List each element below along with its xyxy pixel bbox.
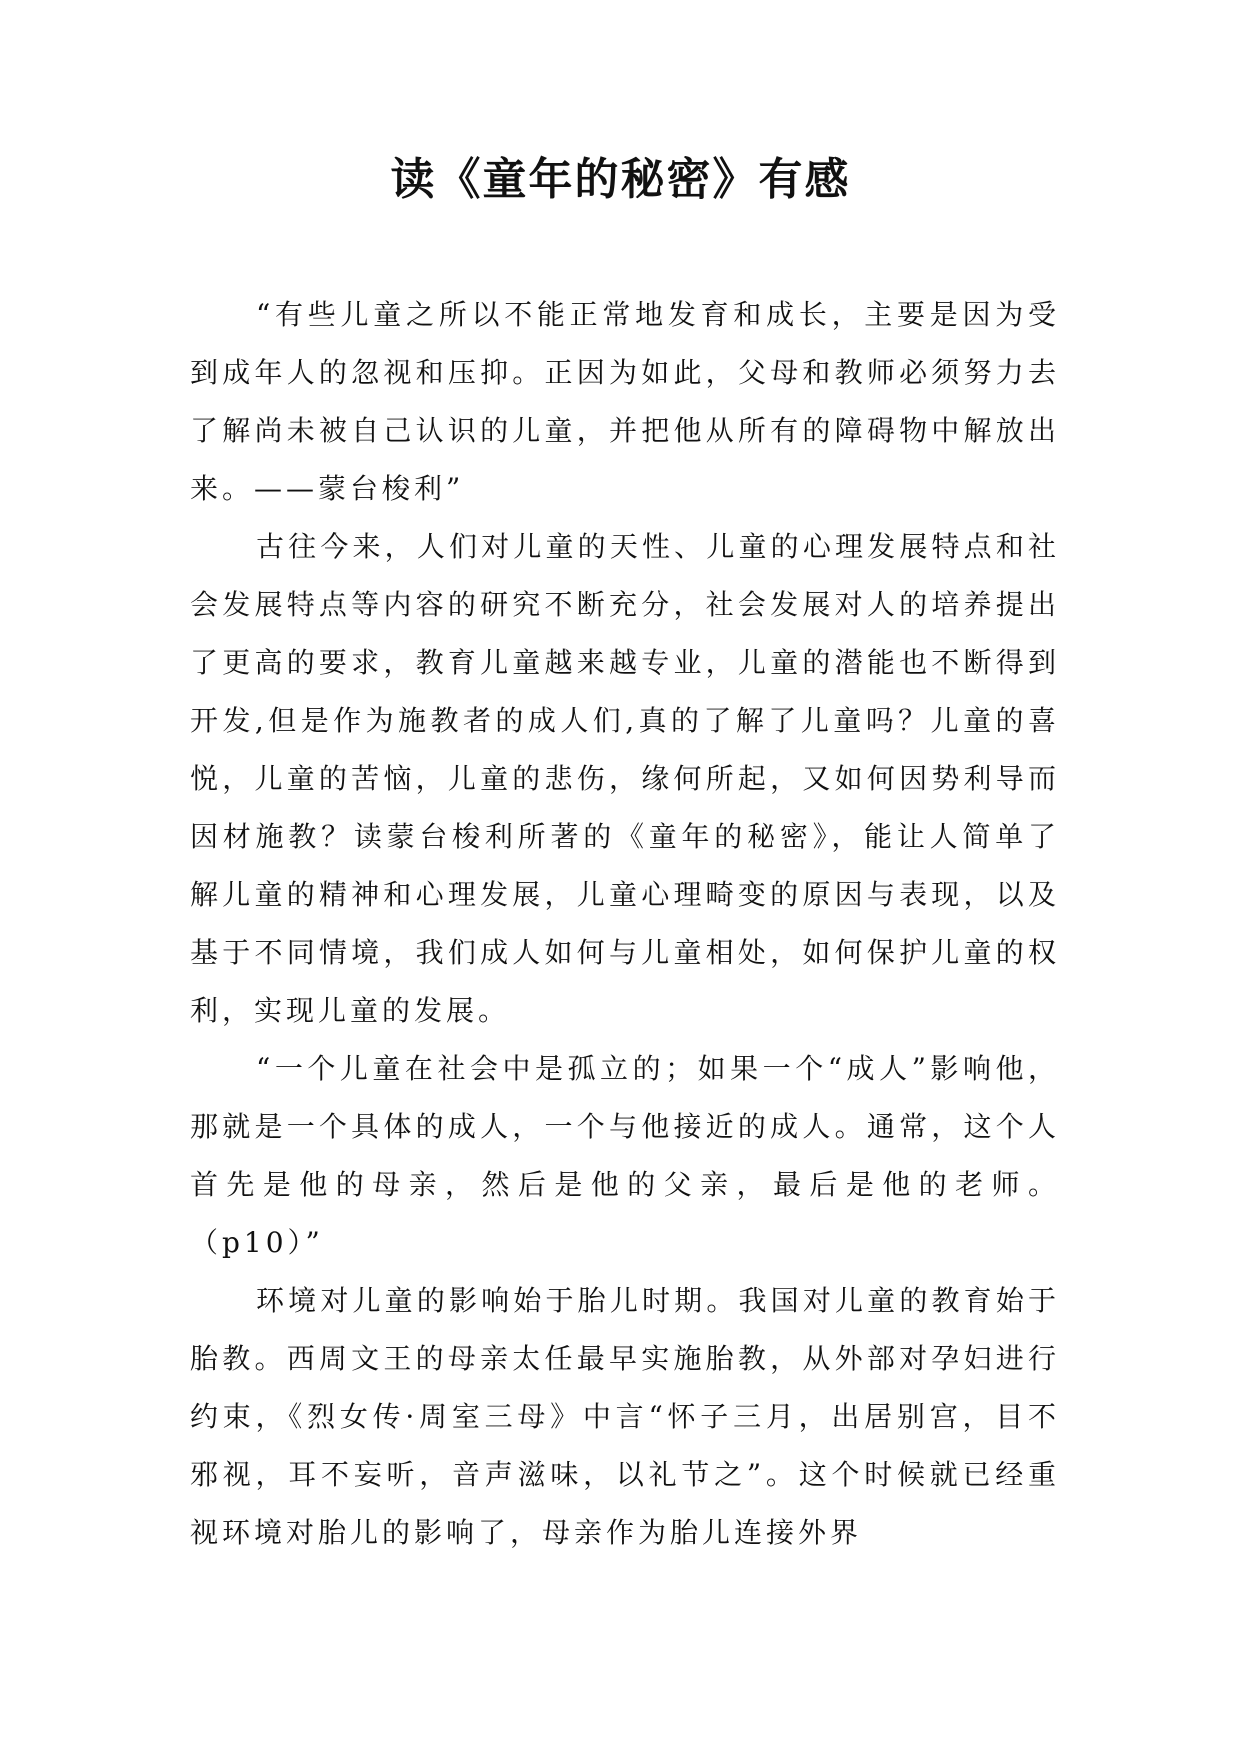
paragraph-intro: 古往今来，人们对儿童的天性、儿童的心理发展特点和社会发展特点等内容的研究不断充分，社会发展对人的培养提出了更高的要求，教育儿童越来越专业，儿童的潜能也不断得到开发,但是作为施教者的成人们,真的了解了儿童吗？儿童的喜悦，儿童的苦恼，儿童的悲伤，缘何所起，又如何因势利导而因材施教？读蒙台梭利所著的《童年的秘密》，能让人简单了解儿童的精神和心理发展，儿童心理畸变的原因与表现，以及基于不同情境，我们成人如何与儿童相处，如何保护儿童的权利，实现儿童的发展。 — [190, 530, 1060, 1027]
paragraph-quote-1: “有些儿童之所以不能正常地发育和成长，主要是因为受到成年人的忽视和压抑。正因为如此，父母和教师必须努力去了解尚未被自己认识的儿童，并把他从所有的障碍物中解放出来。——蒙台梭利” — [190, 298, 1060, 505]
article-body — [190, 286, 1060, 1562]
paragraph-environment: 环境对儿童的影响始于胎儿时期。我国对儿童的教育始于胎教。西周文王的母亲太任最早实施胎教，从外部对孕妇进行约束，《烈女传·周室三母》中言“怀子三月，出居别宫，目不邪视，耳不妄听，音声滋味，以礼节之”。这个时候就已经重视环境对胎儿的影响了，母亲作为胎儿连接外界 — [190, 1284, 1060, 1549]
page-title: 读《童年的秘密》有感 — [390, 154, 851, 205]
paragraph-quote-2: “一个儿童在社会中是孤立的；如果一个“成人”影响他，那就是一个具体的成人，一个与他接近的成人。通常，这个人首先是他的母亲，然后是他的父亲，最后是他的老师。（p10）” — [190, 1052, 1060, 1259]
